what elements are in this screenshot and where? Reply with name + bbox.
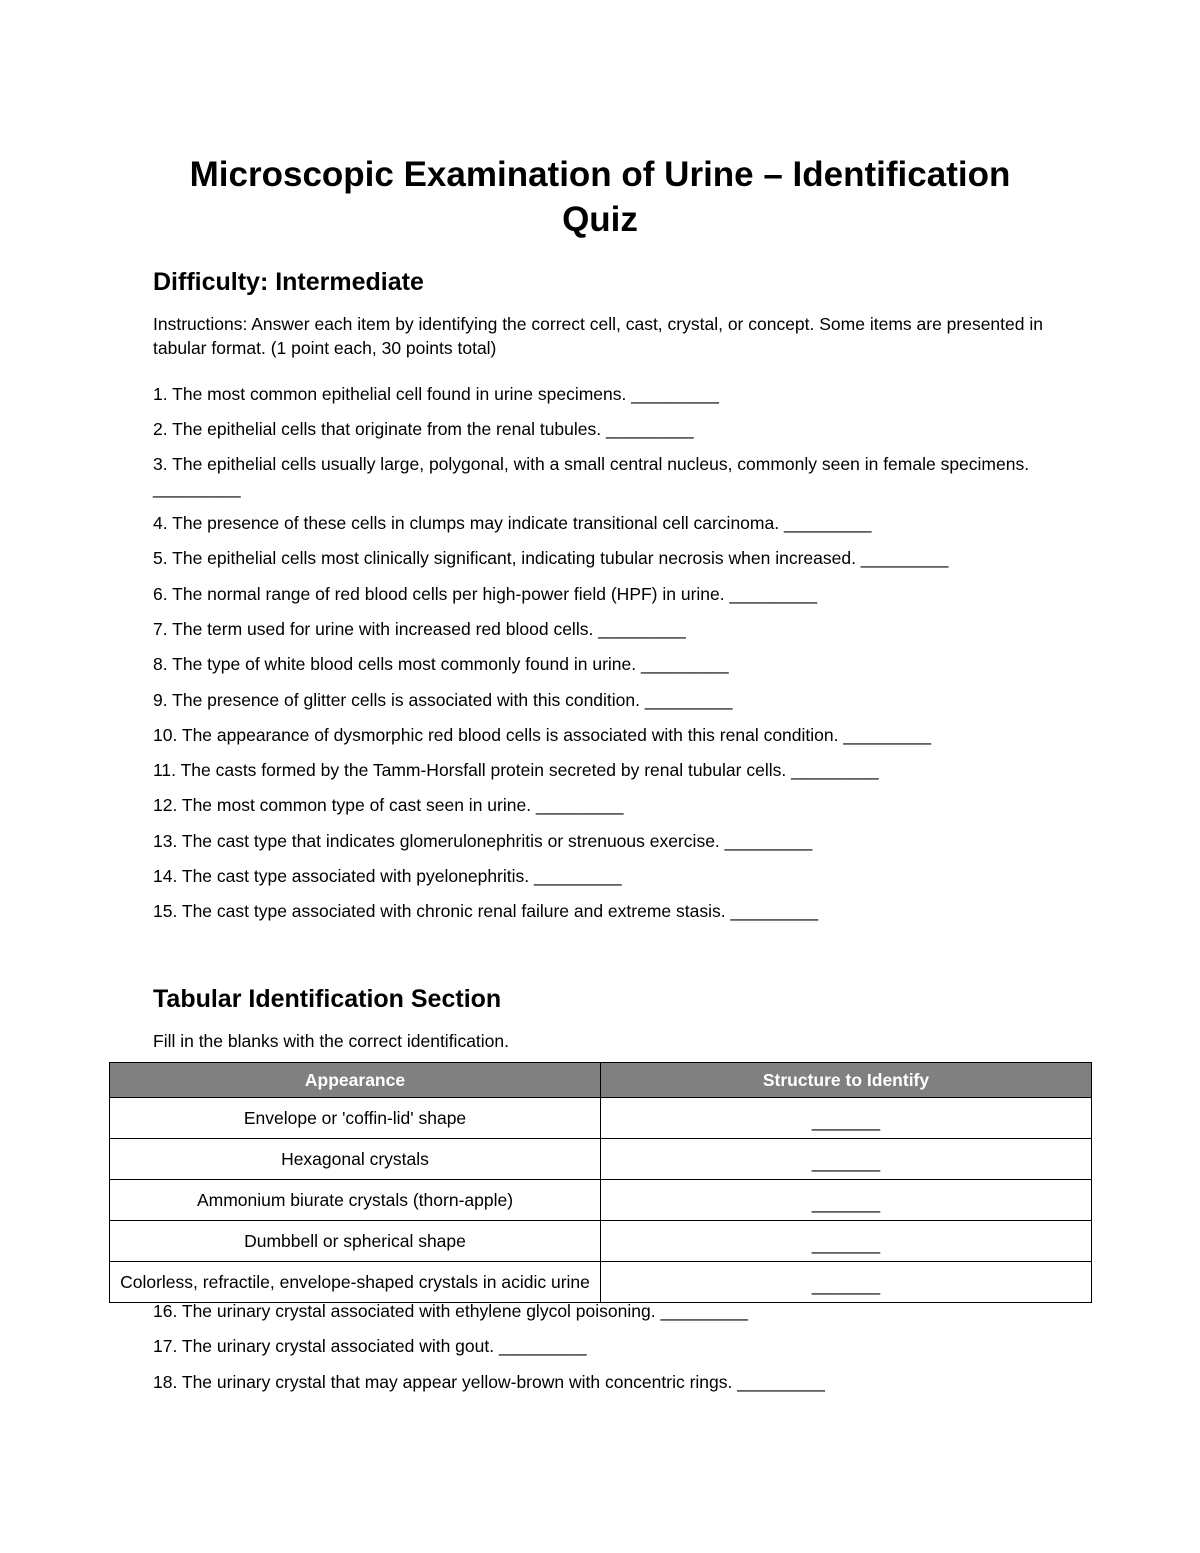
table-row xyxy=(110,1221,1092,1262)
identification-table xyxy=(109,1062,1092,1303)
appearance-cell: Hexagonal crystals xyxy=(110,1139,601,1180)
question-item: 18. The urinary crystal that may appear yellow-brown with concentric rings. _________ xyxy=(153,1372,825,1392)
appearance-cell: Envelope or 'coffin-lid' shape xyxy=(110,1098,601,1139)
answer-blank[interactable]: _______ xyxy=(601,1098,1092,1139)
title-line-1: Microscopic Examination of Urine – Identification xyxy=(189,155,1011,194)
tabular-instructions: Fill in the blanks with the correct identification. xyxy=(153,1031,509,1051)
appearance-cell: Ammonium biurate crystals (thorn-apple) xyxy=(110,1180,601,1221)
question-item: 8. The type of white blood cells most commonly found in urine. _________ xyxy=(153,654,729,674)
table-row xyxy=(110,1098,1092,1139)
difficulty-heading: Difficulty: Intermediate xyxy=(153,268,424,296)
column-header-structure: Structure to Identify xyxy=(601,1063,1092,1098)
question-item: 15. The cast type associated with chronic renal failure and extreme stasis. _________ xyxy=(153,901,819,921)
table-header-row xyxy=(110,1063,1092,1098)
appearance-cell-text: Colorless, refractile, envelope-shaped crystals in acidic urine xyxy=(120,1271,590,1292)
question-item: 5. The epithelial cells most clinically significant, indicating tubular necrosis when increased. _________ xyxy=(153,548,949,568)
appearance-cell: Dumbbell or spherical shape xyxy=(110,1221,601,1262)
instructions-text: Instructions: Answer each item by identifying the correct cell, cast, crystal, or concept. Some items are presented in tabular format. (1 point each, 30 points total) xyxy=(153,314,1043,358)
answer-blank[interactable]: _______ xyxy=(601,1262,1092,1303)
column-header-appearance: Appearance xyxy=(110,1063,601,1098)
question-item: 12. The most common type of cast seen in urine. _________ xyxy=(153,795,624,815)
table-row xyxy=(110,1262,1092,1303)
question-item: 1. The most common epithelial cell found in urine specimens. _________ xyxy=(153,384,719,404)
question-item: 10. The appearance of dysmorphic red blood cells is associated with this renal condition. _________ xyxy=(153,725,931,745)
question-item: 6. The normal range of red blood cells per high-power field (HPF) in urine. _________ xyxy=(153,584,818,604)
answer-blank[interactable]: _______ xyxy=(601,1139,1092,1180)
answer-blank[interactable]: _______ xyxy=(601,1221,1092,1262)
question-item: 7. The term used for urine with increased red blood cells. _________ xyxy=(153,619,686,639)
question-item: 11. The casts formed by the Tamm-Horsfall protein secreted by renal tubular cells. _________ xyxy=(153,760,879,780)
appearance-cell xyxy=(110,1262,601,1303)
question-item: 17. The urinary crystal associated with gout. _________ xyxy=(153,1336,587,1356)
tabular-heading: Tabular Identification Section xyxy=(153,985,502,1013)
question-item: 4. The presence of these cells in clumps may indicate transitional cell carcinoma. _________ xyxy=(153,513,872,533)
table-row xyxy=(110,1139,1092,1180)
answer-blank[interactable]: _______ xyxy=(601,1180,1092,1221)
question-item: 14. The cast type associated with pyelonephritis. _________ xyxy=(153,866,622,886)
question-item: 2. The epithelial cells that originate from the renal tubules. _________ xyxy=(153,419,694,439)
table-row xyxy=(110,1180,1092,1221)
question-item: 3. The epithelial cells usually large, polygonal, with a small central nucleus, commonly seen in female specimens. _________ xyxy=(153,454,1034,498)
question-item: 16. The urinary crystal associated with ethylene glycol poisoning. _________ xyxy=(153,1301,749,1321)
question-item: 9. The presence of glitter cells is associated with this condition. _________ xyxy=(153,690,733,710)
page-title xyxy=(0,152,1200,242)
question-item: 13. The cast type that indicates glomerulonephritis or strenuous exercise. _________ xyxy=(153,831,813,851)
title-line-2: Quiz xyxy=(562,200,638,239)
